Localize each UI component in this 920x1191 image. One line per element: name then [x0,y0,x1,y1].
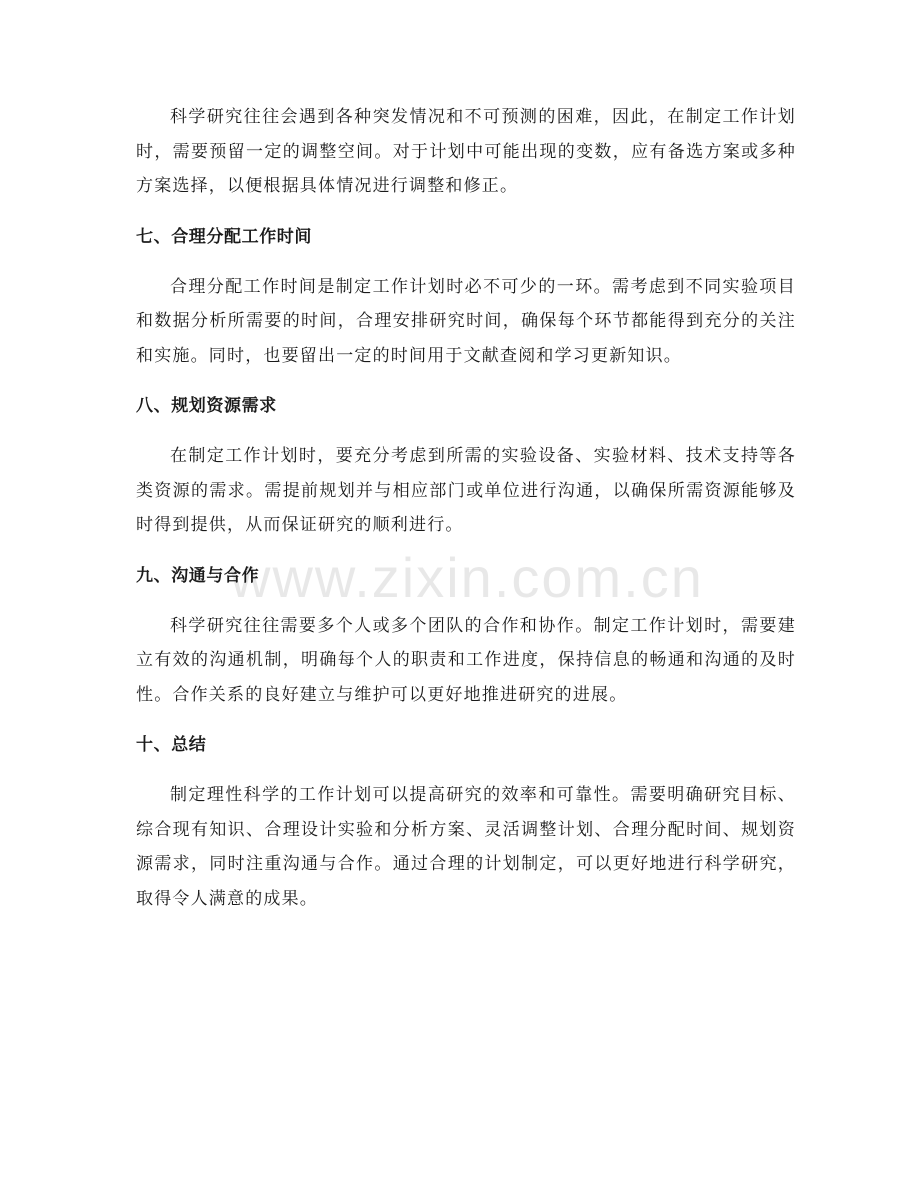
document-page [136,100,796,928]
intro-paragraph: 科学研究往往会遇到各种突发情况和不可预测的困难，因此，在制定工作计划时，需要预留一定的调整空间。对于计划中可能出现的变数，应有备选方案或多种方案选择，以便根据具体情况进行调整和修正。 [136,107,796,196]
section-heading-10: 十、总结 [136,735,207,755]
section-body-9: 科学研究往往需要多个人或多个团队的合作和协作。制定工作计划时，需要建立有效的沟通机制，明确每个人的职责和工作进度，保持信息的畅通和沟通的及时性。合作关系的良好建立与维护可以更好地推进研究的进展。 [136,615,796,705]
section-body-10: 制定理性科学的工作计划可以提高研究的效率和可靠性。需要明确研究目标、综合现有知识、合理设计实验和分析方案、灵活调整计划、合理分配时间、规划资源需求，同时注重沟通与合作。通过合理的计划制定，可以更好地进行科学研究，取得令人满意的成果。 [136,785,796,909]
watermark: www.zixin.com.cn [230,546,704,609]
section-heading-7: 七、合理分配工作时间 [136,226,312,247]
section-body-8: 在制定工作计划时，要充分考虑到所需的实验设备、实验材料、技术支持等各类资源的需求。需提前规划并与相应部门或单位进行沟通，以确保所需资源能够及时得到提供，从而保证研究的顺利进行。 [136,446,796,535]
section-heading-9: 九、沟通与合作 [136,565,260,586]
section-body-7: 合理分配工作时间是制定工作计划时必不可少的一环。需考虑到不同实验项目和数据分析所需要的时间，合理安排研究时间，确保每个环节都能得到充分的关注和实施。同时，也要留出一定的时间用于文献查阅和学习更新知识。 [136,276,796,366]
section-heading-8: 八、规划资源需求 [136,396,277,416]
